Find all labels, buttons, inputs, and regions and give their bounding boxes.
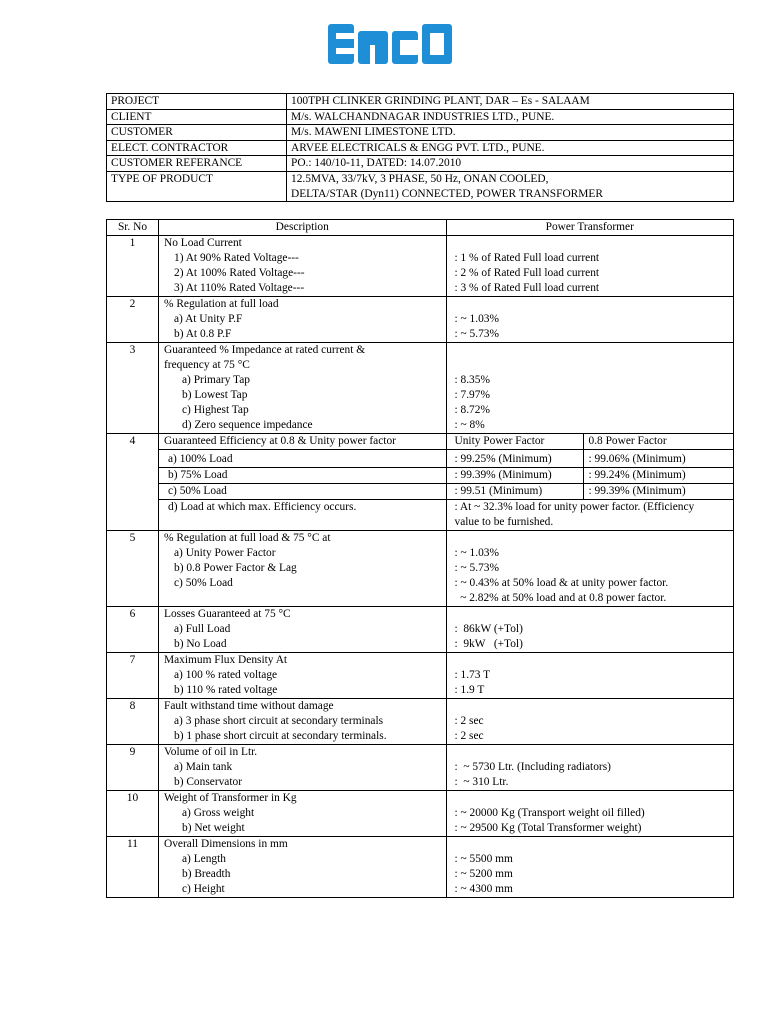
row-item: a) Primary Tap: [182, 374, 250, 386]
value-cell: [446, 791, 734, 837]
emco-logo: [326, 21, 454, 67]
description-cell: [159, 531, 447, 607]
value-cell: [446, 434, 734, 531]
sr-no: 9: [107, 745, 159, 791]
row-title: frequency at 75 °C: [164, 359, 250, 371]
row-item: b) Lowest Tap: [182, 389, 248, 401]
row-value: value to be furnished.: [454, 516, 554, 528]
row-item: a) Full Load: [174, 623, 231, 635]
max-efficiency-value: [447, 500, 734, 531]
row-value: : ~ 5200 mm: [454, 868, 513, 880]
sr-no: 4: [107, 434, 159, 531]
row-item: b) 75% Load: [159, 468, 446, 484]
info-key: PROJECT: [107, 94, 287, 110]
row-value: : ~ 5730 Ltr. (Including radiators): [454, 761, 611, 773]
row-item: d) Zero sequence impedance: [182, 419, 313, 431]
row-value: : 1.9 T: [454, 684, 485, 696]
value-cell: [446, 607, 734, 653]
info-row-customer: [107, 125, 734, 141]
info-value: 100TPH CLINKER GRINDING PLANT, DAR – Es - SALAAM: [287, 94, 734, 110]
spec-row-10: [107, 791, 734, 837]
value-cell: [446, 297, 734, 343]
info-key: CUSTOMER REFERANCE: [107, 156, 287, 172]
row-value: : 8.72%: [454, 404, 490, 416]
header-power-transformer: Power Transformer: [446, 220, 734, 236]
info-value-line: 12.5MVA, 33/7kV, 3 PHASE, 50 Hz, ONAN COOLED,: [291, 172, 549, 185]
row-value: : At ~ 32.3% load for unity power factor. (Efficiency: [454, 501, 695, 513]
pf08-value: : 99.06% (Minimum): [583, 450, 733, 468]
unity-value: : 99.25% (Minimum): [447, 450, 584, 468]
row-item: c) Highest Tap: [182, 404, 249, 416]
row-title: Overall Dimensions in mm: [164, 838, 288, 850]
col-unity-power-factor: Unity Power Factor: [447, 434, 584, 450]
pf08-value: : 99.24% (Minimum): [583, 468, 733, 484]
info-row-type-of-product: [107, 171, 734, 201]
row-item: c) 50% Load: [174, 577, 233, 589]
col-08-power-factor: 0.8 Power Factor: [588, 435, 667, 447]
description-cell: [159, 699, 447, 745]
description-cell: [159, 297, 447, 343]
row-value: : 3 % of Rated Full load current: [454, 282, 600, 294]
value-cell: [446, 745, 734, 791]
description-cell: [159, 791, 447, 837]
sr-no: 6: [107, 607, 159, 653]
spec-row-9: [107, 745, 734, 791]
info-row-customer-reference: [107, 156, 734, 172]
row-item: b) No Load: [174, 638, 227, 650]
info-key: TYPE OF PRODUCT: [107, 171, 287, 201]
info-key: CLIENT: [107, 109, 287, 125]
info-key: ELECT. CONTRACTOR: [107, 140, 287, 156]
row-title: Losses Guaranteed at 75 °C: [164, 608, 291, 620]
row-title: Volume of oil in Ltr.: [164, 746, 258, 758]
info-value: [287, 171, 734, 201]
row-title: Guaranteed % Impedance at rated current &: [164, 344, 366, 356]
row-item: d) Load at which max. Efficiency occurs.: [159, 500, 446, 531]
sr-no: 10: [107, 791, 159, 837]
row-value: : 86kW (+Tol): [454, 623, 523, 635]
row-item: a) 100 % rated voltage: [174, 669, 278, 681]
description-cell: [159, 434, 447, 531]
spec-row-2: [107, 297, 734, 343]
row-value: : 8.35%: [454, 374, 490, 386]
row-value: : ~ 5500 mm: [454, 853, 513, 865]
row-title: Weight of Transformer in Kg: [164, 792, 297, 804]
row-value: : ~ 0.43% at 50% load & at unity power factor.: [454, 577, 669, 589]
info-row-project: [107, 94, 734, 110]
row-item: b) 110 % rated voltage: [174, 684, 278, 696]
row-value: : 2 sec: [454, 715, 484, 727]
spec-row-5: [107, 531, 734, 607]
pf08-value: : 99.39% (Minimum): [583, 484, 733, 500]
row-item: b) Conservator: [174, 776, 243, 788]
info-value: ARVEE ELECTRICALS & ENGG PVT. LTD., PUNE.: [287, 140, 734, 156]
value-cell: [446, 653, 734, 699]
row-value: ~ 2.82% at 50% load and at 0.8 power factor.: [454, 592, 667, 604]
row-value: : ~ 8%: [454, 419, 485, 431]
row-value: : ~ 1.03%: [454, 313, 499, 325]
row-item: a) 100% Load: [159, 450, 446, 468]
row-value: : 9kW (+Tol): [454, 638, 523, 650]
spec-row-4: [107, 434, 734, 531]
row-value: : ~ 5.73%: [454, 562, 499, 574]
row-title: Guaranteed Efficiency at 0.8 & Unity power factor: [164, 435, 396, 447]
row-item: b) At 0.8 P.F: [174, 328, 232, 340]
value-cell: [446, 837, 734, 898]
project-info-table: [106, 93, 734, 202]
info-row-client: [107, 109, 734, 125]
row-title: % Regulation at full load: [164, 298, 279, 310]
emco-logo-graphic: [326, 21, 454, 67]
row-value: : 1.73 T: [454, 669, 491, 681]
row-value: : 2 sec: [454, 730, 484, 742]
row-item: c) Height: [182, 883, 225, 895]
row-value: : 2 % of Rated Full load current: [454, 267, 600, 279]
row-item: a) Unity Power Factor: [174, 547, 276, 559]
row-item: b) Net weight: [182, 822, 245, 834]
spec-row-7: [107, 653, 734, 699]
info-key: CUSTOMER: [107, 125, 287, 141]
row-item: c) 50% Load: [159, 484, 446, 500]
row-title: No Load Current: [164, 237, 242, 249]
row-title: Fault withstand time without damage: [164, 700, 334, 712]
sr-no: 1: [107, 236, 159, 297]
row-item: a) Main tank: [174, 761, 233, 773]
info-value: M/s. MAWENI LIMESTONE LTD.: [287, 125, 734, 141]
row-item: b) 0.8 Power Factor & Lag: [174, 562, 297, 574]
row-item: a) Length: [182, 853, 226, 865]
unity-value: : 99.51 (Minimum): [447, 484, 584, 500]
spec-header-row: [107, 220, 734, 236]
efficiency-value-subtable: [447, 434, 734, 530]
value-cell: [446, 699, 734, 745]
value-cell: [446, 236, 734, 297]
sr-no: 7: [107, 653, 159, 699]
row-value: : ~ 5.73%: [454, 328, 499, 340]
header-sr-no: Sr. No: [107, 220, 159, 236]
spec-row-1: [107, 236, 734, 297]
sr-no: 8: [107, 699, 159, 745]
info-value-line: DELTA/STAR (Dyn11) CONNECTED, POWER TRANSFORMER: [291, 187, 603, 200]
value-cell: [446, 343, 734, 434]
info-row-elect-contractor: [107, 140, 734, 156]
row-value: : ~ 310 Ltr.: [454, 776, 509, 788]
row-item: a) Gross weight: [182, 807, 255, 819]
description-cell: [159, 745, 447, 791]
row-value: : 1 % of Rated Full load current: [454, 252, 600, 264]
spec-row-6: [107, 607, 734, 653]
row-value: : ~ 29500 Kg (Total Transformer weight): [454, 822, 642, 834]
description-cell: [159, 653, 447, 699]
spec-row-8: [107, 699, 734, 745]
sr-no: 5: [107, 531, 159, 607]
info-value: PO.: 140/10-11, DATED: 14.07.2010: [287, 156, 734, 172]
description-cell: [159, 236, 447, 297]
description-cell: [159, 837, 447, 898]
description-cell: [159, 343, 447, 434]
row-item: 2) At 100% Rated Voltage---: [174, 267, 305, 279]
row-item: 3) At 110% Rated Voltage---: [174, 282, 305, 294]
efficiency-description-subtable: [159, 434, 446, 530]
spec-row-11: [107, 837, 734, 898]
row-item: b) 1 phase short circuit at secondary terminals.: [174, 730, 387, 742]
row-value: : ~ 20000 Kg (Transport weight oil filled): [454, 807, 645, 819]
sr-no: 2: [107, 297, 159, 343]
value-cell: [446, 531, 734, 607]
spec-row-3: [107, 343, 734, 434]
row-title: % Regulation at full load & 75 °C at: [164, 532, 331, 544]
row-item: a) 3 phase short circuit at secondary terminals: [174, 715, 384, 727]
unity-value: : 99.39% (Minimum): [447, 468, 584, 484]
row-title: Maximum Flux Density At: [164, 654, 288, 666]
specification-table: [106, 219, 734, 898]
sr-no: 11: [107, 837, 159, 898]
row-item: b) Breadth: [182, 868, 231, 880]
info-value: M/s. WALCHANDNAGAR INDUSTRIES LTD., PUNE.: [287, 109, 734, 125]
sr-no: 3: [107, 343, 159, 434]
row-value: : 7.97%: [454, 389, 490, 401]
description-cell: [159, 607, 447, 653]
row-value: : ~ 1.03%: [454, 547, 499, 559]
row-value: : ~ 4300 mm: [454, 883, 513, 895]
row-item: 1) At 90% Rated Voltage---: [174, 252, 299, 264]
row-item: a) At Unity P.F: [174, 313, 243, 325]
header-description: Description: [159, 220, 447, 236]
